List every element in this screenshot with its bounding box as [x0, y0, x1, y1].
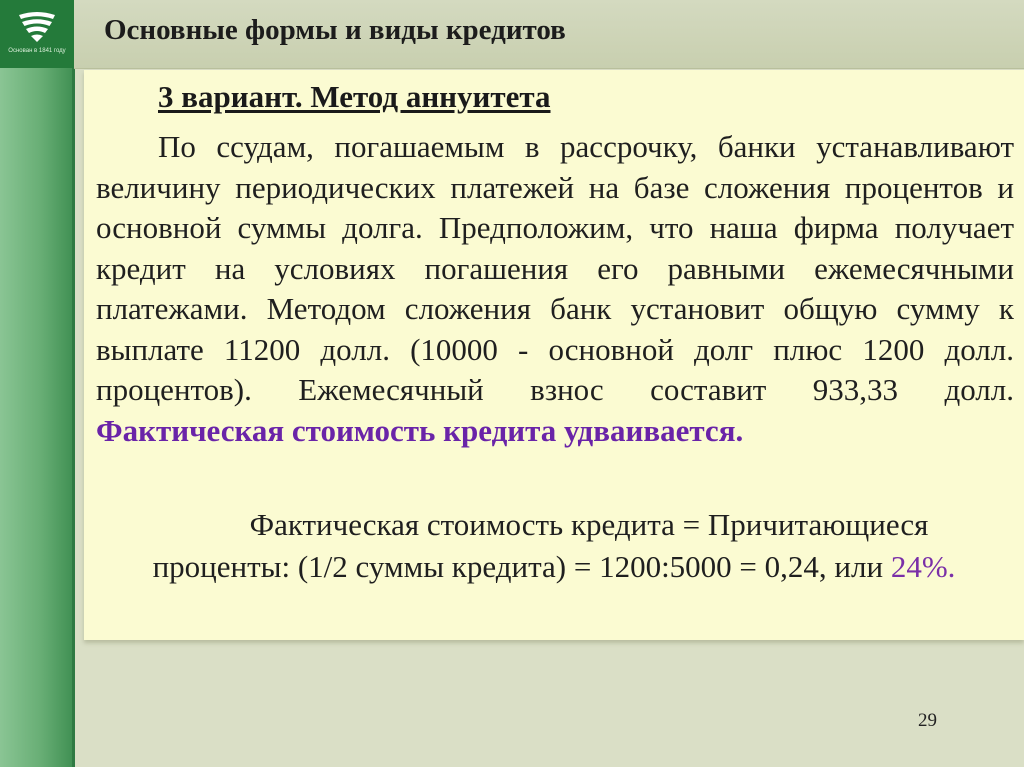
paragraph-text: По ссудам, погашаемым в рассрочку, банки устанавливают величину периодических платежей на базе сложения процентов и основной суммы долга. Предположим, что наша фирма получает кредит на условиях погашения его равными ежемесячными платежами. Методом сложения банк установит общую сумму к выплате 11200 долл. (10000 - основной долг плюс 1200 долл. процентов). Ежемесячный взнос составит 933,33 долл.	[96, 129, 1014, 407]
page-title: Основные формы и виды кредитов	[104, 14, 566, 46]
slide-header	[74, 0, 1024, 69]
logo-caption: Основан в 1841 году	[8, 48, 66, 54]
logo	[0, 0, 74, 68]
sidebar	[0, 0, 74, 767]
formula-result: 24%.	[890, 549, 956, 584]
page-number: 29	[918, 710, 937, 731]
content-panel	[84, 70, 1024, 640]
formula	[84, 504, 1024, 588]
formula-line-2: проценты: (1/2 суммы кредита) = 1200:5000 = 0,24, или	[152, 549, 884, 584]
sidebar-divider	[72, 0, 75, 767]
highlighted-conclusion: Фактическая стоимость кредита удваивается.	[96, 412, 744, 448]
formula-line-1: Фактическая стоимость кредита = Причитающиеся	[249, 507, 929, 542]
bank-emblem-icon	[16, 6, 58, 49]
section-subheading: 3 вариант. Метод аннуитета	[158, 79, 551, 114]
main-paragraph	[96, 127, 1014, 451]
